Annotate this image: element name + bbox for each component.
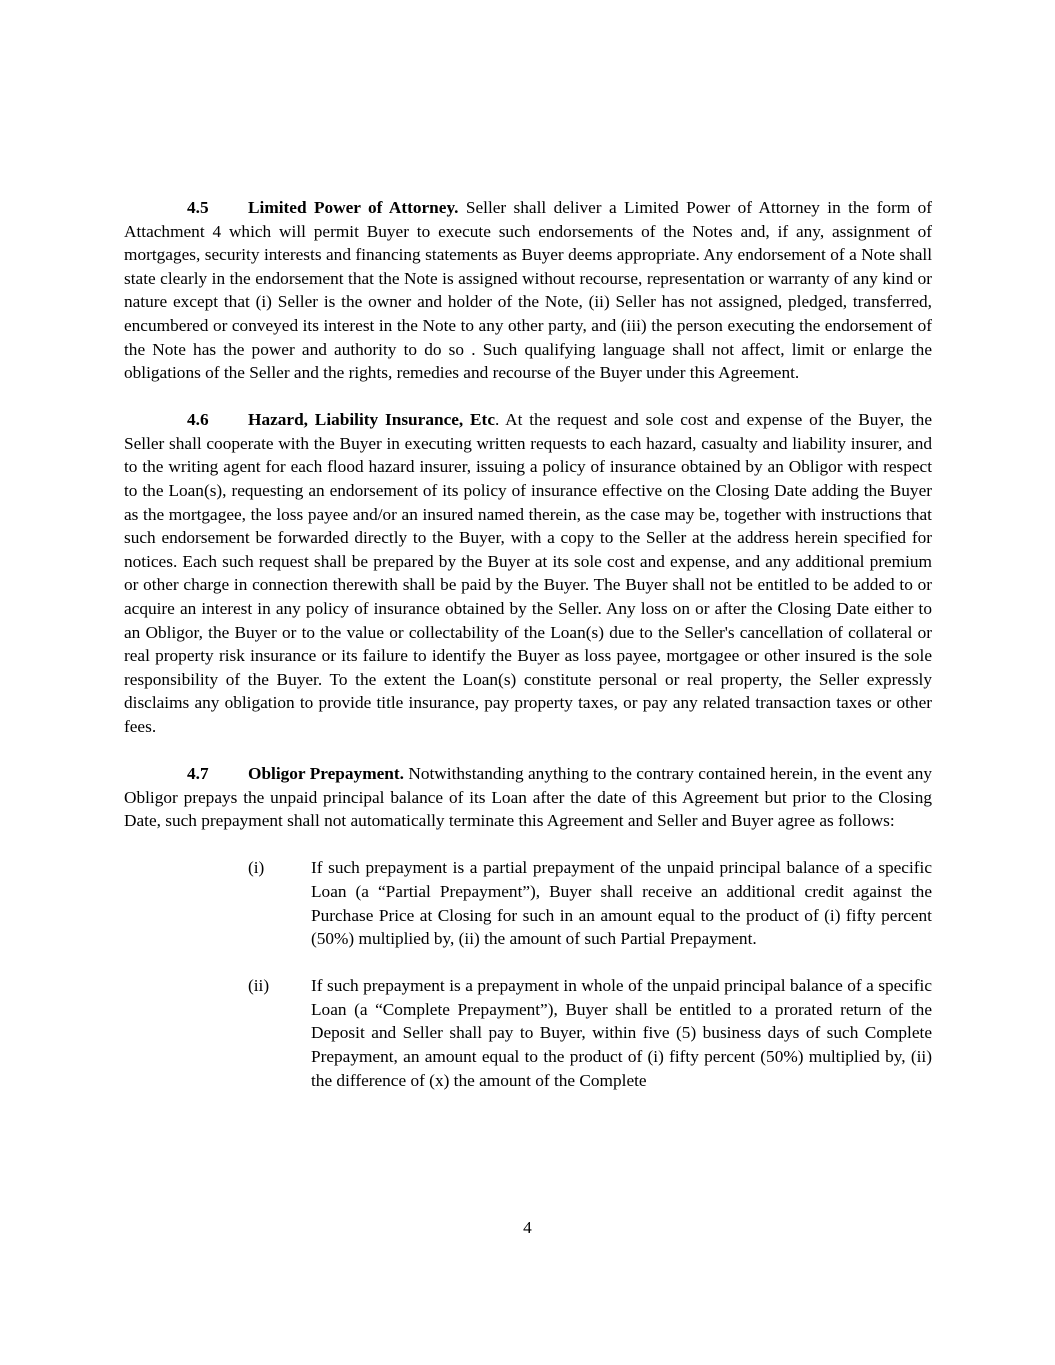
section-title: Obligor Prepayment.	[248, 764, 404, 784]
section-body: . At the request and sole cost and expense of the Buyer, the Seller shall cooperate with the Buyer in executing written requests to each hazard, casualty and liability insurer, and to the writing agent for each flood hazard insurer, issuing a policy of insurance obtained by an Obligor with respect to the Loan(s), requesting an endorsement of its policy of insurance effective on the Closing Date adding the Buyer as the mortgagee, the loss payee and/or an insured named therein, as the case may be, together with instructions that such endorsement be forwarded directly to the Buyer, with a copy to the Seller at the address herein specified for notices. Each such request shall be prepared by the Buyer at its sole cost and expense, and any additional premium or other charge in connection therewith shall be paid by the Buyer. The Buyer shall not be entitled to be added to or acquire an interest in any policy of insurance obtained by the Seller. Any loss on or after the Closing Date either to an Obligor, the Buyer or to the value or collectability of the Loan(s) due to the Seller's cancellation of collateral or real property risk insurance or its failure to identify the Buyer as loss payee, mortgagee or other insured is the sole responsibility of the Buyer. To the extent the Loan(s) constitute personal or real property, the Seller expressly disclaims any obligation to provide title insurance, pay property taxes, or pay any related transaction taxes or other fees.	[124, 410, 932, 736]
list-item-number: (ii)	[248, 976, 270, 996]
page-number: 4	[523, 1218, 532, 1237]
section-number: 4.5	[187, 198, 209, 217]
section-number: 4.6	[187, 410, 209, 430]
section-number: 4.7	[187, 764, 209, 784]
list-item-text: If such prepayment is a prepayment in whole of the unpaid principal balance of a specific Loan (a “Complete Prepayment”), Buyer shall be entitled to a prorated return of the Deposit and Seller shall pay to Buyer, within five (5) business days of such Complete Prepayment, an amount equal to the product of (i) fifty percent (50%) multiplied by, (ii) the difference of (x) the amount of the Complete	[311, 976, 932, 1090]
section-title: Limited Power of Attorney.	[248, 198, 459, 217]
list-item-number: (i)	[248, 858, 265, 878]
section-4-7	[124, 762, 932, 833]
list-item	[124, 856, 932, 950]
section-4-5	[124, 196, 932, 385]
section-title: Hazard, Liability Insurance, Etc	[248, 410, 495, 430]
list-item	[124, 974, 932, 1092]
document-page	[124, 196, 932, 1092]
list-item-text: If such prepayment is a partial prepayment of the unpaid principal balance of a specific Loan (a “Partial Prepayment”), Buyer shall receive an additional credit against the Purchase Price at Closing for such in an amount equal to the product of (i) fifty percent (50%) multiplied by, (ii) the amount of such Partial Prepayment.	[311, 858, 932, 949]
section-body: Seller shall deliver a Limited Power of Attorney in the form of Attachment 4 which will permit Buyer to execute such endorsements of the Notes and, if any, assignment of mortgages, security interests and financing statements as Buyer deems appropriate. Any endorsement of a Note shall state clearly in the endorsement that the Note is assigned without recourse, representation or warranty of any kind or nature except that (i) Seller is the owner and holder of the Note, (ii) Seller has not assigned, pledged, transferred, encumbered or conveyed its interest in the Note to any other party, and (iii) the person executing the endorsement of the Note has the power and authority to do so . Such qualifying language shall not affect, limit or enlarge the obligations of the Seller and the rights, remedies and recourse of the Buyer under this Agreement.	[124, 198, 932, 383]
section-body: Notwithstanding anything to the contrary contained herein, in the event any Obligor prepays the unpaid principal balance of its Loan after the date of this Agreement but prior to the Closing Date, such prepayment shall not automatically terminate this Agreement and Seller and Buyer agree as follows:	[124, 764, 933, 831]
section-4-6	[124, 408, 932, 738]
